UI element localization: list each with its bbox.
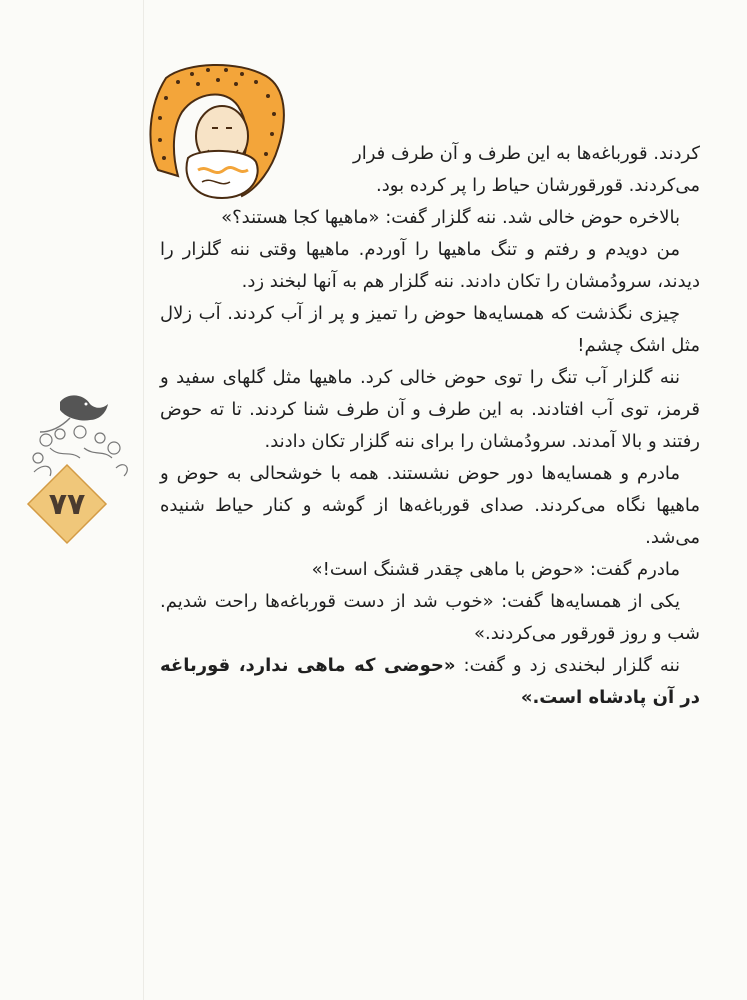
paragraph-8: یکی از همسایه‌ها گفت: «خوب شد از دست قورباغه‌ها راحت شدیم. شب و روز قورقور می‌کردند.» [160, 591, 700, 644]
paragraph-6: مادرم و همسایه‌ها دور حوض نشستند. همه با خوشحالی به حوض و ماهیها نگاه می‌کردند. صدای قورباغه‌ها از گوشه و کنار حیاط شنیده می‌شد. [160, 463, 700, 548]
paragraph-9-intro: ننه گلزار لبخندی زد و گفت: [455, 655, 680, 676]
paragraph-2: بالاخره حوض خالی شد. ننه گلزار گفت: «ماهیها کجا هستند؟» [221, 207, 680, 228]
paragraph-4: چیزی نگذشت که همسایه‌ها حوض را تمیز و پر از آب کردند. آب زلال مثل اشک چشم! [160, 303, 700, 356]
paragraph-1-line-1: کردند. قورباغه‌ها به این طرف و آن طرف فرار [353, 143, 700, 164]
paragraph-7: مادرم گفت: «حوض با ماهی چقدر قشنگ است!» [311, 559, 680, 580]
story-text [160, 138, 700, 714]
paragraph-5: ننه گلزار آب تنگ را توی حوض خالی کرد. ماهیها مثل گلهای سفید و قرمز، توی آب افتادند. به این طرف و آن طرف شنا کردند. تا ته حوض رفتند و بالا آمدند. سرودُمشان را برای ننه گلزار تکان دادند. [160, 367, 700, 452]
paragraph-1 [160, 138, 700, 202]
paragraph-9 [160, 650, 700, 714]
final-quote: «حوضی که ماهی ندارد، قورباغه در آن پادشاه است.» [160, 655, 700, 708]
page-number: ۷۷ [48, 486, 86, 522]
paragraph-3: من دویدم و رفتم و تنگ ماهیها را آوردم. ماهیها وقتی ننه گلزار را دیدند، سرودُمشان را تکان دادند. ننه گلزار هم به آنها لبخند زد. [160, 239, 700, 292]
paragraph-1-line-2: می‌کردند. قورقورشان حیاط را پر کرده بود. [376, 175, 700, 196]
